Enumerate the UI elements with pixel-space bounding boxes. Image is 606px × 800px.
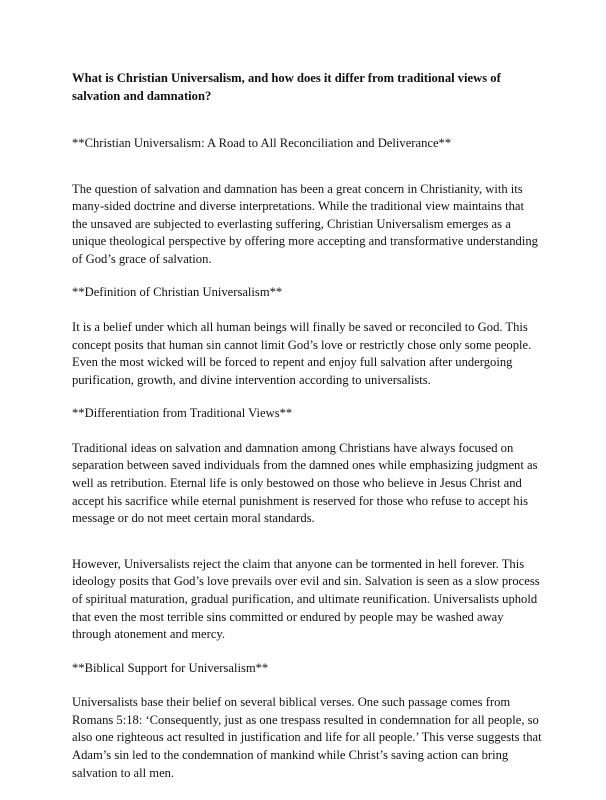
universalists-paragraph: However, Universalists reject the claim that anyone can be tormented in hell forever. This ideology posits that God’s love prevails over evil and sin. Salvation is seen as a slow process of spiritual maturation, gradual purification, and ultimate reunification. Universalists uphold that even the most terrible sins committed or endured by people may be washed away through atonement and mercy. [72, 556, 540, 642]
section-heading-biblical: **Biblical Support for Universalism** [72, 660, 269, 675]
essay-title: **Christian Universalism: A Road to All Reconciliation and Deliverance** [72, 136, 452, 150]
traditional-paragraph: Traditional ideas on salvation and damnation among Christians have always focused on separation between saved individuals from the damned ones while emphasizing judgment as well as retribution. Eternal life is only bestowed on those who believe in Jesus Christ and accept his sacrifice while eternal punishment is reserved for those who refuse to accept his message or do not meet certain moral standards. [72, 440, 538, 526]
section-heading-definition: **Definition of Christian Universalism** [72, 285, 283, 300]
question-heading: What is Christian Universalism, and how does it differ from traditional views of salvation and damnation? [72, 71, 501, 103]
section-heading-differentiation: **Differentiation from Traditional Views** [72, 406, 293, 421]
definition-paragraph: It is a belief under which all human beings will finally be saved or reconciled to God. This concept posits that human sin cannot limit God’s love or restrictly chose only some people. Even the most wicked will be forced to repent and enjoy full salvation after undergoing purification, growth, and divine intervention according to universalists. [72, 319, 532, 387]
intro-paragraph: The question of salvation and damnation has been a great concern in Christianity, with its many-sided doctrine and diverse interpretations. While the traditional view maintains that the unsaved are subjected to everlasting suffering, Christian Universalism emerges as a unique theological perspective by offering more accepting and transformative understanding of God’s grace of salvation. [72, 181, 538, 266]
document-page [72, 70, 542, 798]
biblical-paragraph: Universalists base their belief on several biblical verses. One such passage comes from Romans 5:18: ‘Consequently, just as one trespass resulted in condemnation for all people, so also one righteous act resulted in justification and life for all people.’ This verse suggests that Adam’s sin led to the condemnation of mankind while Christ’s saving action can bring salvation to all men. [72, 695, 542, 780]
